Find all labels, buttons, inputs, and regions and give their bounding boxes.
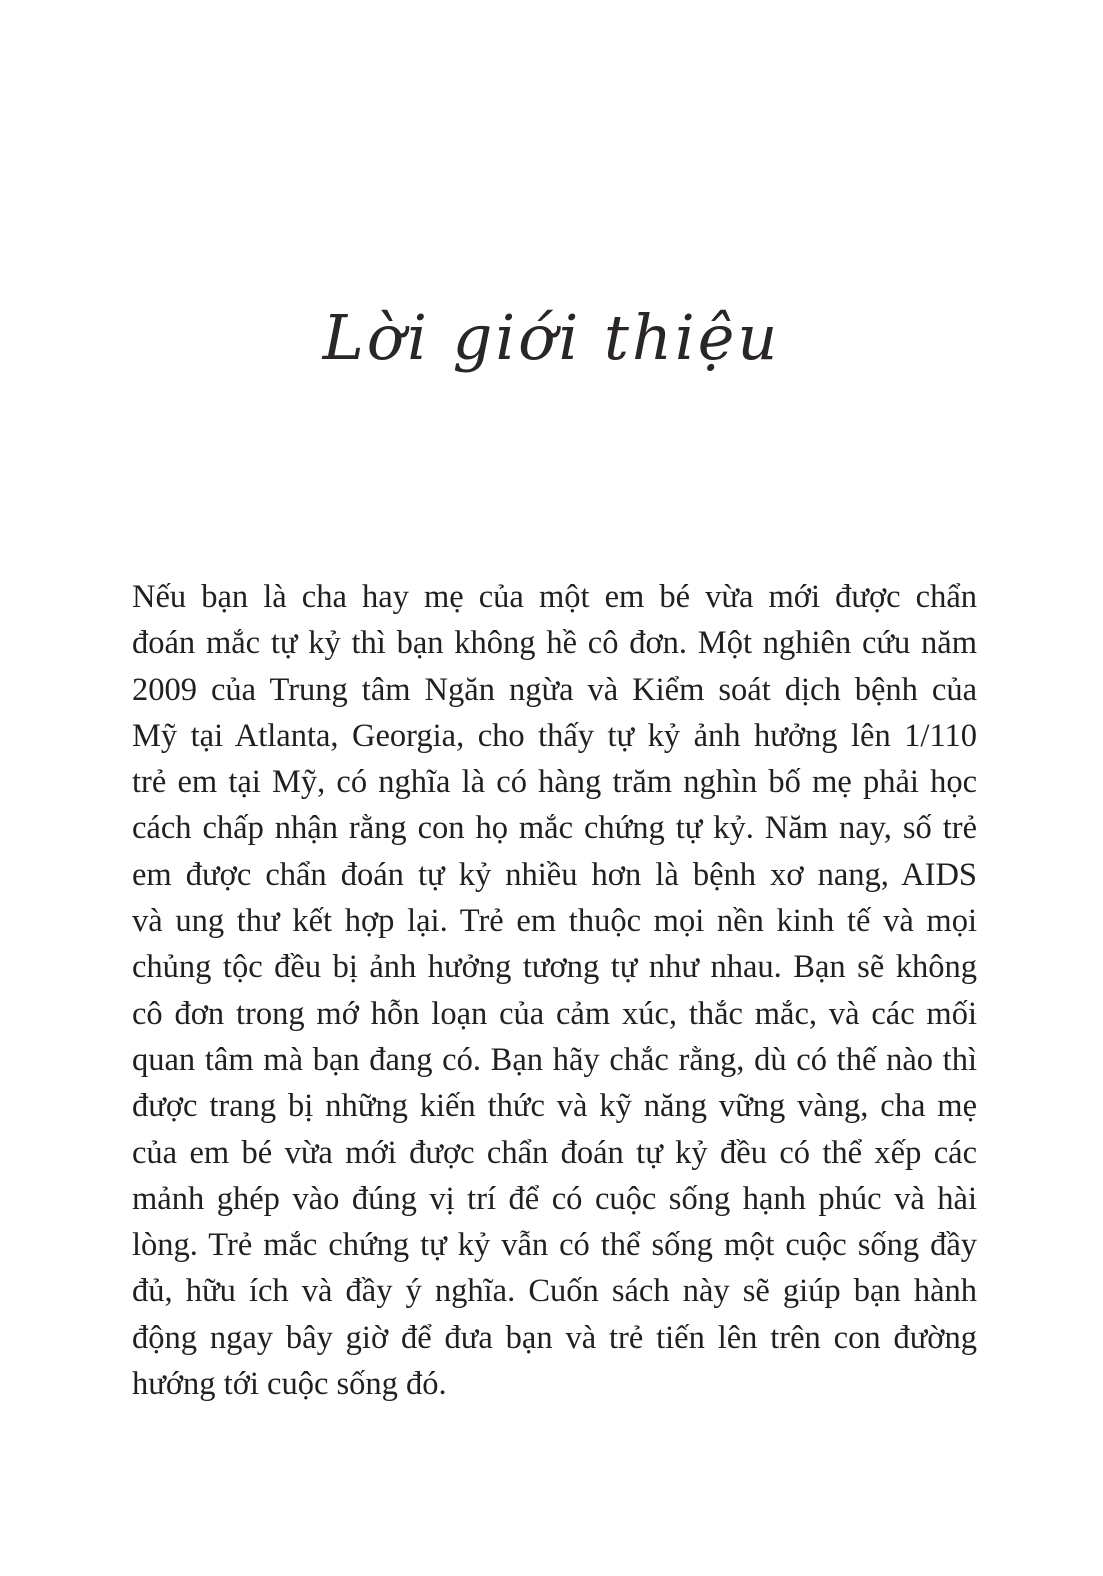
paragraph-line: cách chấp nhận rằng con họ mắc chứng tự kỷ. Năm nay, số trẻ (132, 810, 977, 847)
paragraph-line: của em bé vừa mới được chẩn đoán tự kỷ đều có thể xếp các (132, 1134, 977, 1171)
paragraph-line: được trang bị những kiến thức và kỹ năng vững vàng, cha mẹ (132, 1088, 977, 1125)
paragraph-line: đủ, hữu ích và đầy ý nghĩa. Cuốn sách này sẽ giúp bạn hành (132, 1273, 977, 1310)
paragraph-line: mảnh ghép vào đúng vị trí để có cuộc sống hạnh phúc và hài (132, 1180, 977, 1217)
paragraph-line: đoán mắc tự kỷ thì bạn không hề cô đơn. Một nghiên cứu năm (132, 625, 977, 662)
paragraph-line: chủng tộc đều bị ảnh hưởng tương tự như nhau. Bạn sẽ không (132, 949, 977, 986)
paragraph-line: em được chẩn đoán tự kỷ nhiều hơn là bệnh xơ nang, AIDS (132, 856, 977, 893)
paragraph-line: hướng tới cuộc sống đó. (132, 1366, 447, 1403)
paragraph-line: lòng. Trẻ mắc chứng tự kỷ vẫn có thể sống một cuộc sống đầy (132, 1227, 977, 1264)
body-paragraph (132, 574, 977, 1407)
paragraph-line: Nếu bạn là cha hay mẹ của một em bé vừa mới được chẩn (132, 579, 977, 615)
paragraph-line: Mỹ tại Atlanta, Georgia, cho thấy tự kỷ ảnh hưởng lên 1/110 (132, 717, 977, 754)
paragraph-line: 2009 của Trung tâm Ngăn ngừa và Kiểm soát dịch bệnh của (132, 671, 977, 708)
paragraph-line: và ung thư kết hợp lại. Trẻ em thuộc mọi nền kinh tế và mọi (132, 903, 977, 940)
paragraph-line: quan tâm mà bạn đang có. Bạn hãy chắc rằng, dù có thế nào thì (132, 1041, 977, 1078)
paragraph-line: trẻ em tại Mỹ, có nghĩa là có hàng trăm nghìn bố mẹ phải học (132, 764, 977, 801)
chapter-title: Lời giới thiệu (322, 301, 781, 374)
paragraph-line: động ngay bây giờ để đưa bạn và trẻ tiến lên trên con đường (132, 1319, 977, 1356)
paragraph-line: cô đơn trong mớ hỗn loạn của cảm xúc, thắc mắc, và các mối (132, 995, 977, 1032)
